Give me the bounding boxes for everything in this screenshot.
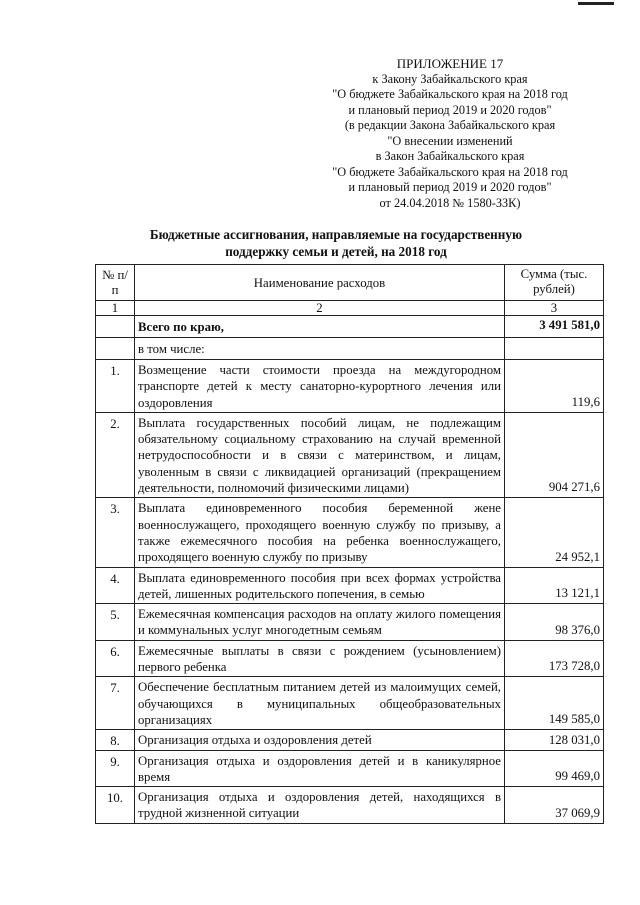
total-label: Всего по краю, [135, 316, 505, 338]
including-label: в том числе: [135, 338, 505, 360]
header-line: к Закону Забайкальского края [372, 71, 528, 86]
column-header-name: Наименование расходов [135, 265, 505, 301]
table-row [96, 498, 604, 567]
column-number: 3 [505, 301, 604, 316]
budget-table [95, 264, 604, 824]
row-value: 24 952,1 [505, 498, 604, 567]
column-numbers-row [96, 301, 604, 316]
header-line: от 24.04.2018 № 1580-ЗЗК) [379, 195, 521, 210]
row-value: 99 469,0 [505, 750, 604, 787]
row-name: Ежемесячные выплаты в связи с рождением (усыновлением) первого ребенка [135, 640, 505, 677]
row-name: Ежемесячная компенсация расходов на оплату жилого помещения и коммунальных услуг многодетным семьям [135, 604, 505, 641]
row-number: 2. [96, 412, 135, 497]
column-header-num: № п/п [96, 265, 135, 301]
total-row [96, 316, 604, 338]
table-row [96, 730, 604, 750]
table-row [96, 750, 604, 787]
table-header-row [96, 265, 604, 301]
row-value: 149 585,0 [505, 677, 604, 730]
title-line-1: Бюджетные ассигнования, направляемые на государственную [149, 227, 523, 242]
document-title [96, 226, 576, 260]
header-line: "О бюджете Забайкальского края на 2018 год [332, 164, 568, 179]
column-number: 1 [96, 301, 135, 316]
table-row [96, 640, 604, 677]
row-number: 8. [96, 730, 135, 750]
row-name: Обеспечение бесплатным питанием детей из малоимущих семей, обучающихся в муниципальных общеобразовательных организациях [135, 677, 505, 730]
row-number: 1. [96, 360, 135, 413]
row-value: 904 271,6 [505, 412, 604, 497]
row-value: 128 031,0 [505, 730, 604, 750]
row-number: 5. [96, 604, 135, 641]
header-line: "О внесении изменений [387, 133, 513, 148]
row-number [96, 316, 135, 338]
table-row [96, 567, 604, 604]
row-name: Организация отдыха и оздоровления детей и в каникулярное время [135, 750, 505, 787]
table-row [96, 677, 604, 730]
header-line: "О бюджете Забайкальского края на 2018 год [332, 87, 568, 101]
row-value: 13 121,1 [505, 567, 604, 604]
header-line: в Закон Забайкальского края [375, 149, 525, 163]
table-row [96, 604, 604, 641]
column-header-sum: Сумма (тыс. рублей) [505, 265, 604, 301]
header-line: и плановый период 2019 и 2020 годов" [348, 102, 552, 117]
row-name: Возмещение части стоимости проезда на междугородном транспорте детей к месту санаторно-курортного лечения или оздоровления [135, 360, 505, 413]
row-number: 3. [96, 498, 135, 567]
table-row [96, 360, 604, 413]
row-value: 98 376,0 [505, 604, 604, 641]
total-value: 3 491 581,0 [505, 316, 604, 338]
row-name: Организация отдыха и оздоровления детей [135, 730, 505, 750]
row-number: 10. [96, 787, 135, 824]
row-number: 9. [96, 750, 135, 787]
row-name: Выплата государственных пособий лицам, не подлежащим обязательному социальному страхованию на случай временной нетрудоспособности и в связи с материнством, и лицам, уволенным в связи с ликвидацией организаций (прекращением деятельности, полномочий физическими лицами) [135, 412, 505, 497]
header-line: и плановый период 2019 и 2020 годов" [348, 180, 552, 194]
row-number [96, 338, 135, 360]
table-row [96, 412, 604, 497]
row-number: 6. [96, 640, 135, 677]
row-name: Выплата единовременного пособия беременной жене военнослужащего, проходящего военную службу по призыву, а также ежемесячного пособия на ребенка военнослужащего, проходящего военную службу по призыву [135, 498, 505, 567]
row-value: 173 728,0 [505, 640, 604, 677]
row-number: 4. [96, 567, 135, 604]
row-number: 7. [96, 677, 135, 730]
row-value: 37 069,9 [505, 787, 604, 824]
title-line-2: поддержку семьи и детей, на 2018 год [225, 244, 447, 259]
row-name: Выплата единовременного пособия при всех формах устройства детей, лишенных родительского попечения, в семью [135, 567, 505, 604]
including-row [96, 338, 604, 360]
row-value: 119,6 [505, 360, 604, 413]
appendix-number: ПРИЛОЖЕНИЕ 17 [396, 56, 504, 71]
row-value [505, 338, 604, 360]
table-row [96, 787, 604, 824]
scan-artifact-mark [578, 2, 614, 5]
appendix-header [300, 56, 600, 211]
header-line: (в редакции Закона Забайкальского края [344, 118, 556, 132]
column-number: 2 [135, 301, 505, 316]
row-name: Организация отдыха и оздоровления детей, находящихся в трудной жизненной ситуации [135, 787, 505, 824]
